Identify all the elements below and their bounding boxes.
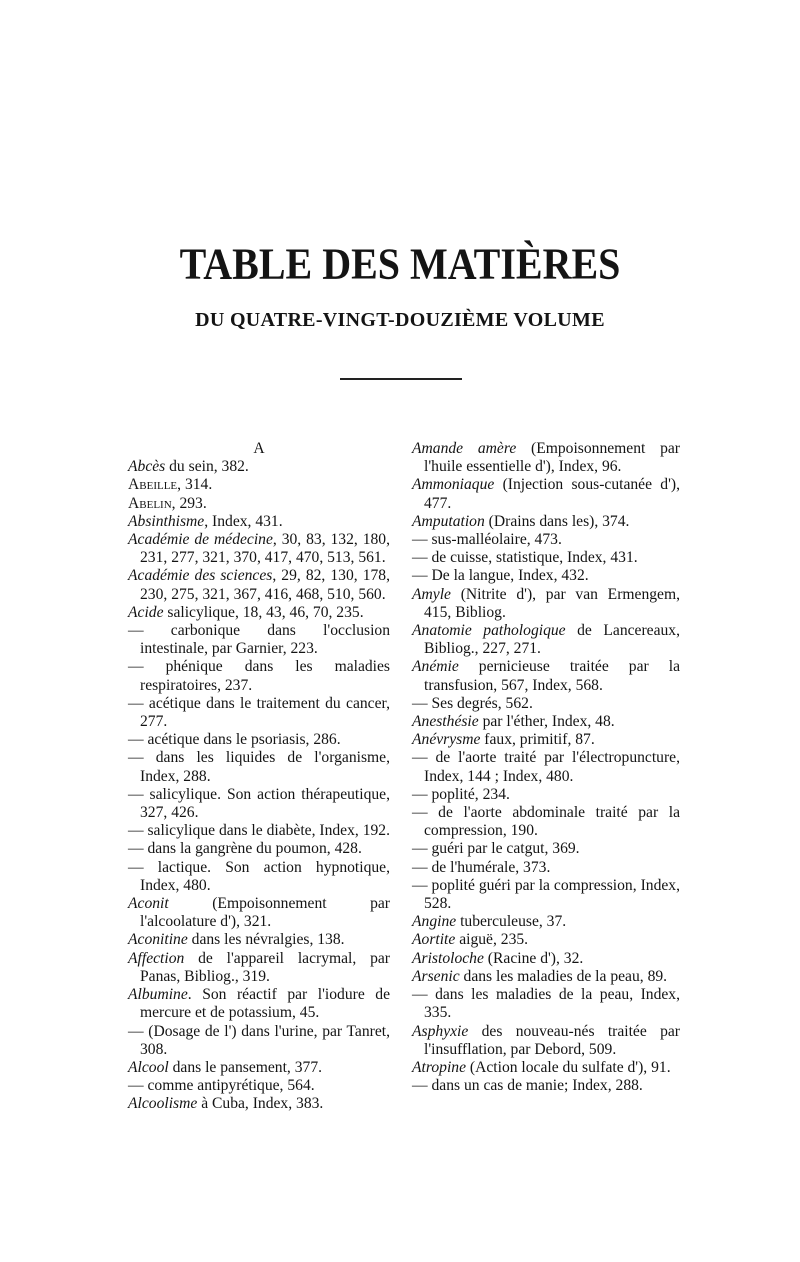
entry-heading: Anévrysme	[412, 731, 481, 749]
index-entry	[412, 968, 680, 986]
index-entry	[412, 877, 680, 913]
entry-heading: Ammoniaque	[412, 476, 495, 494]
entry-text: . Son réactif par l'iodure de mercure et de potassium, 45.	[140, 986, 390, 1022]
entry-heading: Amputation	[412, 512, 485, 530]
entry-heading: Anémie	[412, 658, 459, 676]
entry-text: — acétique dans le traitement du cancer, 277.	[128, 694, 390, 731]
entry-text: (Injection sous-cutanée d'), 477.	[424, 476, 680, 512]
entry-text: dans les névralgies, 138.	[187, 931, 345, 949]
entry-text: — de l'aorte traité par l'électropuncture, Index, 144 ; Index, 480.	[412, 749, 680, 785]
entry-heading: Albumine	[128, 986, 188, 1004]
index-entry	[128, 622, 390, 658]
index-entry	[412, 622, 680, 658]
index-entry	[412, 749, 680, 785]
entry-heading: Amyle	[412, 585, 451, 603]
index-entry	[128, 458, 390, 476]
entry-text: — (Dosage de l') dans l'urine, par Tanret, 308.	[128, 1022, 390, 1058]
index-entry	[128, 1077, 390, 1095]
entry-text: tuberculeuse, 37.	[456, 913, 567, 931]
title-divider	[340, 378, 462, 380]
entry-text: des nouveau-nés traitée par l'insufflation, par Debord, 509.	[424, 1022, 680, 1058]
entry-text: — dans les maladies de la peau, Index, 335.	[412, 986, 680, 1022]
index-entry	[412, 476, 680, 512]
entry-heading: Anesthésie	[412, 713, 479, 731]
index-entry	[412, 1077, 680, 1095]
entry-text: — dans la gangrène du poumon, 428.	[128, 840, 362, 858]
entry-text: — dans un cas de manie; Index, 288.	[412, 1077, 643, 1095]
entry-text: du sein, 382.	[165, 458, 249, 476]
index-entry	[128, 476, 390, 494]
index-entry	[128, 731, 390, 749]
section-letter: A	[253, 440, 265, 457]
index-entry	[128, 986, 390, 1022]
right-column	[412, 440, 680, 1095]
index-entry	[128, 840, 390, 858]
index-entry	[128, 531, 390, 567]
index-entry	[412, 658, 680, 694]
index-entry	[128, 567, 390, 603]
index-entry	[128, 513, 390, 531]
entry-text: (Nitrite d'), par van Ermengem, 415, Bibliog.	[424, 585, 680, 621]
entry-text: dans le pansement, 377.	[168, 1058, 323, 1076]
entry-text: — acétique dans le psoriasis, 286.	[128, 731, 341, 749]
entry-text: — de l'humérale, 373.	[412, 858, 551, 876]
index-entry	[412, 804, 680, 840]
index-entry	[128, 822, 390, 840]
index-entry	[412, 549, 680, 567]
index-entry	[128, 859, 390, 895]
index-entry	[412, 786, 680, 804]
index-entry	[128, 658, 390, 694]
index-entry	[412, 986, 680, 1022]
entry-text: , 314.	[177, 476, 213, 494]
index-entry	[412, 713, 680, 731]
entry-text: (Racine d'), 32.	[483, 949, 584, 967]
entry-text: , 30, 83, 132, 180, 231, 277, 321, 370, 417, 470, 513, 561.	[140, 531, 390, 567]
entry-text: — guéri par le catgut, 369.	[412, 840, 580, 858]
index-entry	[128, 604, 390, 622]
entry-text: (Empoisonnement par l'huile essentielle d'), Index, 96.	[424, 440, 681, 476]
entry-text: — poplité guéri par la compression, Index, 528.	[412, 876, 680, 913]
entry-heading: Aristoloche	[412, 949, 484, 967]
index-entry	[128, 495, 390, 513]
index-entry	[412, 586, 680, 622]
index-entry	[412, 1059, 680, 1077]
entry-text: de Lancereaux, Bibliog., 227, 271.	[424, 622, 680, 658]
entry-text: — carbonique dans l'occlusion intestinale, par Garnier, 223.	[128, 622, 390, 658]
entry-text: — dans les liquides de l'organisme, Index, 288.	[128, 749, 390, 785]
index-entry	[128, 695, 390, 731]
page-subtitle: DU QUATRE-VINGT-DOUZIÈME VOLUME	[195, 309, 605, 331]
index-entry	[412, 840, 680, 858]
entry-text: (Empoisonnement par l'alcoolature d'), 321.	[140, 895, 390, 931]
entry-text: salicylique, 18, 43, 46, 70, 235.	[163, 603, 364, 621]
entry-heading: Arsenic	[412, 967, 460, 985]
entry-heading: Alcool	[128, 1058, 169, 1076]
entry-heading: Anatomie pathologique	[412, 622, 566, 640]
index-entry	[412, 931, 680, 949]
entry-text: — salicylique. Son action thérapeutique, 327, 426.	[128, 785, 390, 822]
index-entry	[128, 1095, 390, 1113]
entry-text: , 29, 82, 130, 178, 230, 275, 321, 367, 416, 468, 510, 560.	[140, 567, 390, 603]
entry-text: (Drains dans les), 374.	[484, 512, 630, 530]
entry-text: faux, primitif, 87.	[480, 731, 595, 749]
entry-text: , 293.	[171, 494, 207, 512]
index-entry	[412, 440, 680, 476]
entry-heading: Alcoolisme	[128, 1095, 198, 1113]
entry-heading: Asphyxie	[412, 1022, 469, 1040]
entry-text: (Action locale du sulfate d'), 91.	[466, 1058, 671, 1076]
entry-heading: Atropine	[412, 1058, 466, 1076]
entry-text: — sus-malléolaire, 473.	[412, 531, 562, 549]
index-entry	[412, 950, 680, 968]
entry-heading: Absinthisme	[128, 512, 205, 530]
index-entry	[412, 859, 680, 877]
entry-heading: Aortite	[412, 931, 456, 949]
index-entry	[128, 950, 390, 986]
index-entry	[128, 749, 390, 785]
index-entry	[412, 531, 680, 549]
entry-heading: Affection	[128, 949, 185, 967]
index-entry	[128, 1023, 390, 1059]
entry-text: — phénique dans les maladies respiratoires, 237.	[128, 658, 390, 694]
entry-heading: Aconit	[128, 895, 169, 913]
entry-text: — De la langue, Index, 432.	[412, 567, 589, 585]
entry-text: — de cuisse, statistique, Index, 431.	[412, 549, 638, 567]
entry-text: — de l'aorte abdominale traité par la compression, 190.	[412, 804, 680, 840]
entry-heading: Amande amère	[412, 440, 517, 457]
index-entry	[412, 913, 680, 931]
page-title: TABLE DES MATIÈRES	[179, 238, 621, 289]
entry-heading: Académie de médecine	[128, 531, 273, 549]
index-entry	[412, 1023, 680, 1059]
index-entry	[412, 513, 680, 531]
entry-text: de l'appareil lacrymal, par Panas, Bibliog., 319.	[140, 949, 390, 985]
entry-text: par l'éther, Index, 48.	[478, 713, 615, 731]
index-entry	[412, 567, 680, 585]
entry-text: à Cuba, Index, 383.	[197, 1095, 324, 1113]
right-entry-list	[412, 440, 680, 1095]
index-entry	[128, 895, 390, 931]
entry-heading: Acide	[128, 603, 164, 621]
entry-text: — lactique. Son action hypnotique, Index, 480.	[128, 858, 390, 894]
entry-heading: Abcès	[128, 458, 166, 476]
index-entry	[128, 931, 390, 949]
entry-text: — poplité, 234.	[412, 785, 510, 803]
entry-text: — Ses degrés, 562.	[412, 694, 533, 712]
index-entry	[128, 786, 390, 822]
entry-heading: Abelin	[128, 494, 172, 512]
index-entry	[128, 1059, 390, 1077]
left-entry-list	[128, 458, 390, 1113]
entry-text: dans les maladies de la peau, 89.	[459, 967, 668, 985]
entry-heading: Angine	[412, 913, 457, 931]
entry-text: pernicieuse traitée par la transfusion, 567, Index, 568.	[424, 658, 680, 694]
entry-heading: Aconitine	[128, 931, 188, 949]
entry-text: , Index, 431.	[204, 512, 283, 530]
entry-text: — comme antipyrétique, 564.	[128, 1077, 315, 1095]
index-entry	[412, 695, 680, 713]
entry-text: — salicylique dans le diabète, Index, 192.	[128, 822, 390, 840]
left-column	[128, 440, 390, 1114]
entry-heading: Académie des sciences	[128, 567, 273, 585]
entry-text: aiguë, 235.	[455, 931, 529, 949]
entry-heading: Abeille	[128, 476, 178, 494]
index-entry	[412, 731, 680, 749]
